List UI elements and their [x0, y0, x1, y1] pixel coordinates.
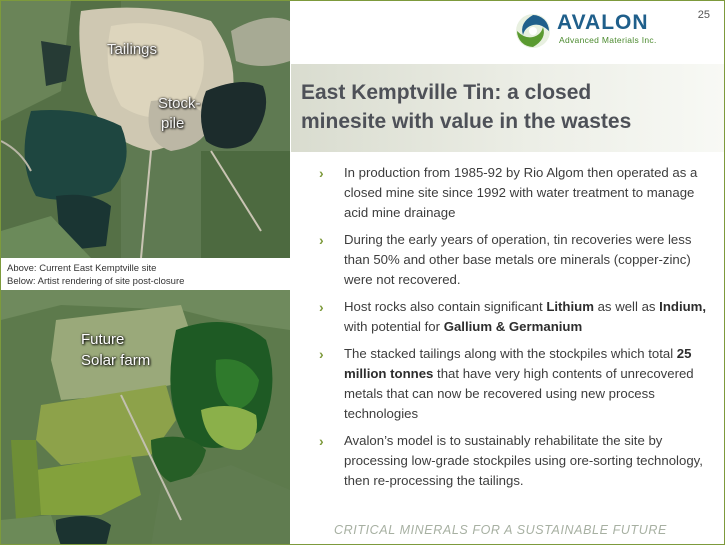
- page-number: 25: [697, 9, 710, 21]
- photo-caption: [7, 262, 184, 288]
- bullet-chevron-icon: ›: [319, 299, 324, 315]
- caption-line-below: Below: Artist rendering of site post-closure: [7, 276, 185, 287]
- tonnage-highlight: 25 million tonnes: [344, 346, 692, 381]
- bullet-chevron-icon: ›: [319, 165, 324, 181]
- bullet-item: [319, 297, 719, 337]
- tailings-label: Tailings: [107, 41, 158, 58]
- bullet-text: Avalon’s model is to sustainably rehabilitate the site by processing low-grade stockpiles using ore-sorting technology, then re-processing the tailings.: [344, 433, 703, 488]
- bullet-item: [319, 163, 719, 223]
- indium-highlight: Indium,: [659, 299, 707, 314]
- bullet-chevron-icon: ›: [319, 346, 324, 362]
- bullet-list: [319, 163, 719, 498]
- bullet-chevron-icon: ›: [319, 433, 324, 449]
- stockpile-label-line1: Stock-: [158, 95, 201, 112]
- bullet-text-segment: The stacked tailings along with the stockpiles which total: [344, 346, 677, 361]
- bullet-text-segment: that have very high contents of unrecovered metals that can now be recovered using new process technologies: [344, 366, 694, 421]
- footer-tagline: CRITICAL MINERALS FOR A SUSTAINABLE FUTURE: [334, 523, 667, 537]
- bullet-item: [319, 344, 719, 424]
- slide-title: [301, 78, 631, 136]
- solar-farm-label: Solar farm: [81, 352, 151, 369]
- bullet-text-segment: as well as: [593, 299, 660, 314]
- bullet-text: In production from 1985-92 by Rio Algom then operated as a closed mine site since 1992 with water treatment to manage acid mine drainage: [344, 165, 698, 220]
- avalon-logo: [515, 13, 701, 53]
- future-label: Future: [81, 331, 125, 348]
- stockpile-label-line2: pile: [161, 115, 185, 132]
- bullet-text: During the early years of operation, tin recoveries were less than 50% and other base metals ore minerals (copper-zinc) were not recovered.: [344, 232, 692, 287]
- gallium-germanium-highlight: Gallium & Germanium: [443, 319, 583, 334]
- bullet-item: [319, 431, 719, 491]
- lithium-highlight: Lithium: [546, 299, 594, 314]
- title-band: [291, 64, 725, 152]
- slide-title-line1: East Kemptville Tin: a closed: [301, 81, 592, 104]
- caption-line-above: Above: Current East Kemptville site: [7, 263, 157, 274]
- bullet-text-segment: with potential for: [344, 319, 444, 334]
- bullet-item: [319, 230, 719, 290]
- logo-wordmark: AVALON: [557, 11, 649, 34]
- bullet-chevron-icon: ›: [319, 232, 324, 248]
- rendering-photo-post-closure: [1, 290, 290, 545]
- avalon-swirl-icon: [515, 13, 551, 49]
- aerial-photo-current-site: [1, 1, 290, 258]
- bullet-text: [344, 346, 694, 421]
- bullet-text-segment: Host rocks also contain significant: [344, 299, 547, 314]
- logo-tagline: Advanced Materials Inc.: [559, 35, 657, 45]
- bullet-text: [344, 299, 706, 334]
- slide-title-line2: minesite with value in the wastes: [301, 110, 632, 133]
